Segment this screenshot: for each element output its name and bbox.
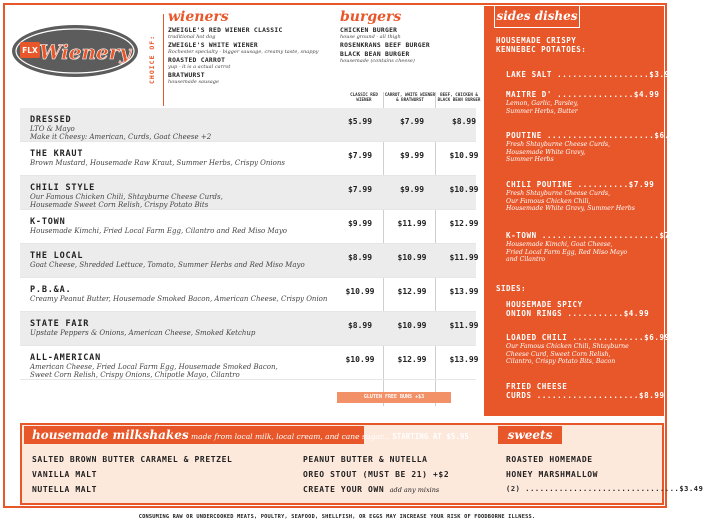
burgers-list — [340, 10, 480, 66]
menu-row — [20, 278, 479, 312]
wiener-desc: housemade sausage — [168, 79, 219, 85]
menu-item-name: CHILI STYLE — [30, 183, 96, 193]
menu-item-price: $8.99 — [347, 321, 373, 330]
side-item-chili-poutine: CHILI POUTINE ..........$7.99 — [506, 180, 655, 189]
column-header-carrot: CARROT, WHITE WIENER & BRATWURST — [384, 92, 436, 102]
milkshake-item: OREO STOUT (MUST BE 21) +$2 — [303, 470, 450, 479]
food-safety-disclaimer: CONSUMING RAW OR UNDERCOOKED MEATS, POULTRY, SEAFOOD, SHELLFISH, OR EGGS MAY INCREASE YOUR RISK OF FOODBORNE ILLNESS. — [138, 514, 536, 520]
menu-item-name: THE LOCAL — [30, 251, 84, 261]
menu-item-desc: American Cheese, Fried Local Farm Egg, Housemade Smoked Bacon, Sweet Corn Relish, Crispy Onions, Chipotle Mayo, Cilantro — [30, 363, 278, 379]
menu-item-desc: Brown Mustard, Housemade Raw Kraut, Summer Herbs, Crispy Onions — [30, 159, 285, 167]
sides-label: SIDES: — [496, 284, 527, 293]
add-mixins-note: add any mixins — [389, 486, 440, 494]
menu-item-price: $11.99 — [449, 253, 479, 262]
side-item-lake-salt: LAKE SALT ..................$3.99 — [506, 70, 675, 79]
menu-item-price: $10.99 — [397, 321, 427, 330]
menu-item-price: $13.99 — [449, 355, 479, 364]
milkshake-item: NUTELLA MALT — [32, 485, 97, 494]
wiener-item: ROASTED CARROT — [168, 57, 226, 64]
wiener-desc: Rochester specialty - bigger sausage, creamy taste, snappy — [168, 49, 319, 55]
menu-item-price: $5.99 — [347, 117, 373, 126]
side-desc: Fresh Shtayburne Cheese Curds, Housemade White Gravy, Summer Herbs — [506, 141, 611, 163]
menu-item-desc: Upstate Peppers & Onions, American Cheese, Smoked Ketchup — [30, 329, 256, 337]
milkshakes-starting-price: STARTING AT $5.95 — [392, 432, 469, 441]
burgers-title: burgers — [340, 9, 402, 25]
flx-wienery-logo — [10, 22, 140, 80]
menu-item-price: $8.99 — [347, 253, 373, 262]
sweets-tab: sweets — [498, 426, 562, 444]
side-desc: Lemon, Garlic, Parsley, Summer Herbs, Butter — [506, 100, 579, 115]
wiener-desc: yup - it is a actual carrot — [168, 64, 231, 70]
menu-item-price: $10.99 — [449, 151, 479, 160]
burger-desc: house ground - all thigh — [340, 34, 401, 40]
menu-item-desc: LTO & Mayo Make it Cheesy: American, Curds, Goat Cheese +2 — [30, 125, 212, 141]
menu-item-desc: Housemade Kimchi, Fried Local Farm Egg, Cilantro and Red Miso Mayo — [30, 227, 288, 235]
side-item-poutine: POUTINE .....................$6.99 — [506, 131, 680, 140]
menu-item-desc: Goat Cheese, Shredded Lettuce, Tomato, Summer Herbs and Red Miso Mayo — [30, 261, 305, 269]
menu-item-price: $10.99 — [345, 287, 375, 296]
milkshakes-title: housemade milkshakes — [32, 428, 189, 442]
menu-item-price: $10.99 — [449, 185, 479, 194]
menu-item-name: STATE FAIR — [30, 319, 90, 329]
choice-divider — [163, 14, 164, 106]
sweets-item: HONEY MARSHMALLOW — [506, 470, 599, 479]
wieners-title: wieners — [168, 9, 229, 25]
menu-item-price: $11.99 — [397, 219, 427, 228]
column-header-classic: CLASSIC RED WIENER — [350, 92, 378, 102]
menu-item-price: $9.99 — [399, 151, 425, 160]
burger-item: ROSENKRANS BEEF BURGER — [340, 42, 431, 49]
svg-text:FLX: FLX — [22, 46, 38, 55]
side-desc: Fresh Shtayburne Cheese Curds, Our Famous Chicken Chili, Housemade White Gravy, Summer Herbs — [506, 190, 635, 212]
menu-item-price: $7.99 — [399, 117, 425, 126]
menu-table — [20, 108, 479, 380]
side-item-k-town: K-TOWN .......................$7.99 — [506, 231, 686, 240]
wiener-item: ZWEIGLE'S WHITE WIENER — [168, 42, 259, 49]
wiener-item: ZWEIGLE'S RED WIENER CLASSIC — [168, 27, 283, 34]
menu-item-price: $7.99 — [347, 151, 373, 160]
menu-item-name: K-TOWN — [30, 217, 66, 227]
side-item-maitre-d: MAITRE D' ...............$4.99 — [506, 90, 660, 99]
milkshake-item: VANILLA MALT — [32, 470, 97, 479]
menu-item-name: THE KRAUT — [30, 149, 84, 159]
wiener-item: BRATWURST — [168, 72, 205, 79]
menu-item-name: DRESSED — [30, 115, 72, 125]
sweets-item: ROASTED HOMEMADE — [506, 455, 593, 464]
menu-item-price: $9.99 — [347, 219, 373, 228]
menu-row — [20, 108, 476, 142]
side-item-fried-cheese-curds: FRIED CHEESE CURDS ....................$8.99 — [506, 382, 665, 400]
menu-item-price: $12.99 — [397, 287, 427, 296]
menu-row — [20, 176, 479, 210]
sides-tab: sides dishes — [494, 6, 580, 28]
menu-row — [20, 244, 479, 278]
side-desc: Our Famous Chicken Chili, Shtayburne Cheese Curd, Sweet Corn Relish, Cilantro, Crispy Potato Bits, Bacon — [506, 343, 629, 365]
side-item-loaded-chili: LOADED CHILI ..............$6.99 — [506, 333, 670, 342]
menu-item-price: $8.99 — [451, 117, 477, 126]
milkshakes-subtitle: made from local milk, local cream, and cane sugar... — [191, 432, 390, 441]
menu-item-price: $10.99 — [345, 355, 375, 364]
menu-item-price: $9.99 — [399, 185, 425, 194]
gluten-free-badge: GLUTEN FREE BUNS +$3 — [337, 392, 451, 403]
choice-of-label: CHOICE OF: — [148, 34, 156, 84]
side-desc: Housemade Kimchi, Goat Cheese, Fried Local Farm Egg, Red Miso Mayo and Cilantro — [506, 241, 628, 263]
menu-row — [20, 142, 479, 176]
wieners-list — [168, 10, 336, 87]
menu-row — [20, 312, 479, 346]
burger-item: CHICKEN BURGER — [340, 27, 398, 34]
milkshake-item: SALTED BROWN BUTTER CARAMEL & PRETZEL — [32, 455, 233, 464]
menu-item-desc: Creamy Peanut Butter, Housemade Smoked Bacon, American Cheese, Crispy Onion — [30, 295, 328, 303]
potatoes-label: HOUSEMADE CRISPY KENNEBEC POTATOES: — [496, 36, 587, 54]
menu-item-desc: Our Famous Chicken Chili, Shtayburne Cheese Curds, Housemade Sweet Corn Relish, Crispy Potato Bits — [30, 193, 223, 209]
milkshakes-tab — [24, 426, 469, 444]
wiener-desc: traditional hot dog — [168, 34, 216, 40]
burger-desc: housemade (contains cheese) — [340, 58, 415, 64]
side-item-onion-rings: HOUSEMADE SPICY ONION RINGS ...........$4.99 — [506, 300, 650, 318]
sweets-item-price: (2) ................................$3.49 — [506, 485, 703, 493]
svg-text:Wienery: Wienery — [39, 40, 131, 64]
menu-row — [20, 210, 479, 244]
menu-item-price: $11.99 — [449, 321, 479, 330]
menu-item-price: $10.99 — [397, 253, 427, 262]
menu-item-price: $12.99 — [397, 355, 427, 364]
column-header-burger: BEEF, CHICKEN & BLACK BEAN BURGER — [437, 92, 481, 102]
menu-item-price: $13.99 — [449, 287, 479, 296]
menu-item-name: ALL-AMERICAN — [30, 353, 102, 363]
menu-row — [20, 346, 479, 380]
menu-item-name: P.B.&A. — [30, 285, 72, 295]
milkshake-item: PEANUT BUTTER & NUTELLA — [303, 455, 428, 464]
sides-panel — [484, 6, 686, 416]
milkshake-item: CREATE YOUR OWN add any mixins — [303, 485, 440, 494]
burger-item: BLACK BEAN BURGER — [340, 51, 410, 58]
menu-item-price: $7.99 — [347, 185, 373, 194]
menu-item-price: $12.99 — [449, 219, 479, 228]
